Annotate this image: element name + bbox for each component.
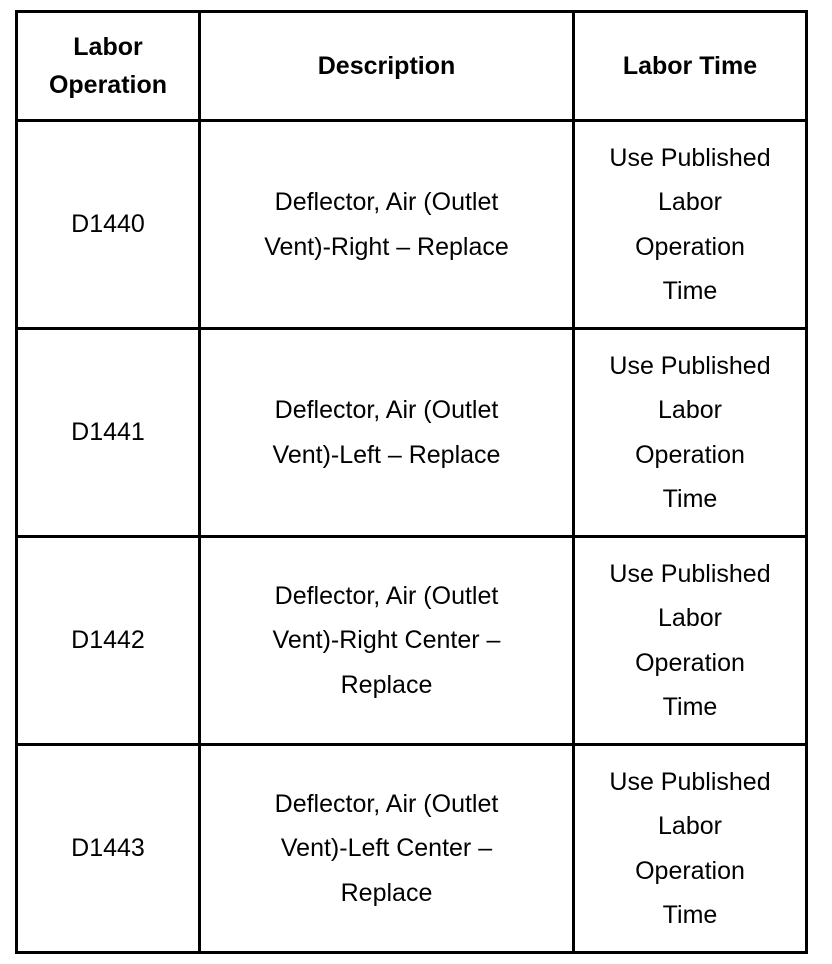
labor-time-line: Use Published [609,351,771,380]
labor-operation-code: D1441 [17,329,200,537]
labor-time-line: Operation [635,856,745,885]
description-cell [200,121,574,329]
header-labor-operation [17,12,200,121]
header-labor-time: Labor Time [574,12,807,121]
header-description: Description [200,12,574,121]
labor-time-line: Labor [658,188,722,216]
labor-time-cell [574,121,807,329]
labor-time-cell [574,537,807,745]
labor-time-line: Time [662,901,718,929]
labor-time-line: Time [662,485,718,513]
description-line: Deflector, Air (Outlet [274,789,499,818]
labor-time-line: Operation [635,440,745,469]
header-row [17,12,807,121]
description-line: Vent)-Right – Replace [264,232,509,261]
description-cell [200,745,574,953]
description-line: Deflector, Air (Outlet [274,396,499,424]
description-cell [200,329,574,537]
labor-operation-code: D1443 [17,745,200,953]
labor-time-line: Operation [635,648,745,677]
labor-time-line: Time [662,693,718,721]
table-row [17,745,807,953]
description-line: Deflector, Air (Outlet [274,188,499,216]
description-line: Vent)-Right Center – [272,626,501,655]
description-line: Vent)-Left – Replace [272,440,501,469]
labor-time-line: Labor [658,396,722,424]
table-row [17,329,807,537]
labor-time-line: Use Published [609,767,771,796]
labor-time-line: Use Published [609,559,771,588]
description-line: Replace [340,670,433,699]
labor-operation-code: D1440 [17,121,200,329]
labor-time-line: Operation [635,232,745,261]
description-line: Vent)-Left Center – [280,834,493,863]
labor-time-cell [574,329,807,537]
table-row [17,121,807,329]
description-line: Deflector, Air (Outlet [274,581,499,610]
header-labor-operation-line: Operation [48,71,168,99]
description-line: Replace [340,878,433,907]
labor-time-line: Use Published [609,143,771,172]
labor-operations-table [15,10,808,954]
table-row [17,537,807,745]
labor-time-line: Labor [658,812,722,840]
labor-time-cell [574,745,807,953]
labor-time-line: Labor [658,604,722,632]
description-cell [200,537,574,745]
header-labor-operation-line: Labor [73,33,143,61]
labor-time-line: Time [662,277,718,305]
labor-operation-code: D1442 [17,537,200,745]
